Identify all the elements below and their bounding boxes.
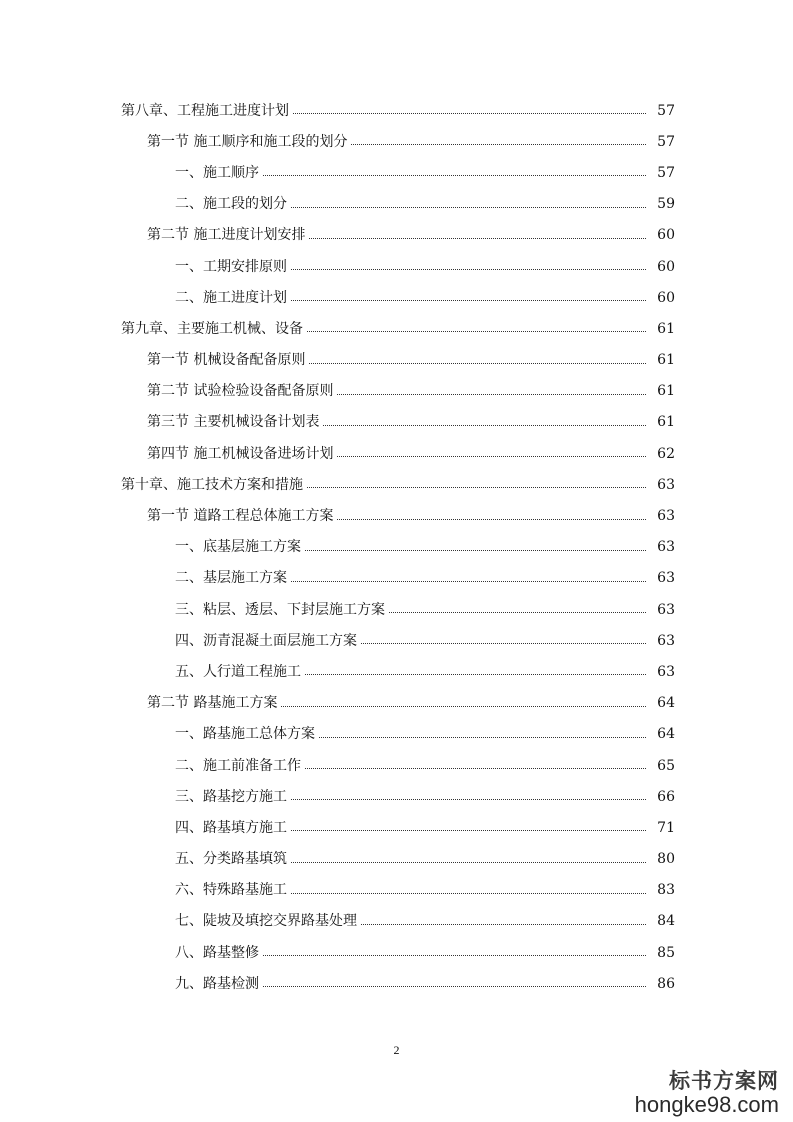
toc-dot-leader	[305, 768, 646, 769]
toc-entry-page: 80	[657, 851, 675, 868]
toc-dot-leader	[291, 207, 646, 208]
toc-entry-label: 第九章、主要施工机械、设备	[121, 320, 303, 337]
toc-chapter-row[interactable]	[0, 95, 793, 126]
toc-entry-page: 63	[657, 601, 675, 618]
toc-dot-leader	[291, 830, 646, 831]
toc-dot-leader	[293, 113, 646, 114]
toc-dot-leader	[319, 737, 646, 738]
toc-section-row[interactable]	[0, 376, 793, 407]
toc-dot-leader	[291, 269, 646, 270]
toc-subsection-row[interactable]	[0, 594, 793, 625]
toc-section-row[interactable]	[0, 688, 793, 719]
toc-entry-label: 七、陡坡及填挖交界路基处理	[175, 913, 357, 930]
watermark-title: 标书方案网	[669, 1069, 779, 1093]
toc-entry-label: 二、施工进度计划	[175, 289, 287, 306]
toc-entry-page: 60	[657, 258, 675, 275]
toc-dot-leader	[337, 394, 646, 395]
toc-entry-page: 57	[657, 133, 675, 150]
toc-entry-page: 57	[657, 164, 675, 181]
toc-section-row[interactable]	[0, 126, 793, 157]
toc-subsection-row[interactable]	[0, 781, 793, 812]
toc-entry-label: 九、路基检测	[175, 975, 259, 992]
toc-entry-label: 第一节 施工顺序和施工段的划分	[147, 133, 348, 150]
toc-entry-page: 60	[657, 289, 675, 306]
toc-entry-label: 一、工期安排原则	[175, 258, 287, 275]
toc-entry-page: 63	[657, 539, 675, 556]
toc-entry-label: 第二节 试验检验设备配备原则	[147, 383, 334, 400]
toc-entry-page: 61	[657, 352, 675, 369]
toc-chapter-row[interactable]	[0, 469, 793, 500]
toc-entry-page: 59	[657, 196, 675, 213]
toc-entry-page: 61	[657, 383, 675, 400]
toc-subsection-row[interactable]	[0, 719, 793, 750]
toc-entry-page: 63	[657, 476, 675, 493]
toc-dot-leader	[309, 238, 646, 239]
toc-entry-label: 八、路基整修	[175, 944, 259, 961]
toc-subsection-row[interactable]	[0, 968, 793, 999]
toc-entry-page: 71	[657, 819, 675, 836]
toc-subsection-row[interactable]	[0, 937, 793, 968]
toc-dot-leader	[361, 924, 646, 925]
toc-section-row[interactable]	[0, 407, 793, 438]
toc-subsection-row[interactable]	[0, 906, 793, 937]
toc-entry-label: 第二节 路基施工方案	[147, 695, 278, 712]
watermark-url: hongke98.com	[634, 1092, 779, 1117]
toc-entry-label: 一、路基施工总体方案	[175, 726, 315, 743]
toc-entry-label: 二、基层施工方案	[175, 570, 287, 587]
toc-dot-leader	[263, 175, 646, 176]
toc-entry-page: 65	[657, 757, 675, 774]
toc-section-row[interactable]	[0, 500, 793, 531]
toc-entry-page: 61	[657, 414, 675, 431]
toc-dot-leader	[307, 487, 646, 488]
page-number: 2	[393, 1043, 400, 1057]
toc-entry-label: 三、粘层、透层、下封层施工方案	[175, 601, 385, 618]
toc-subsection-row[interactable]	[0, 563, 793, 594]
toc-subsection-row[interactable]	[0, 812, 793, 843]
toc-entry-page: 83	[657, 882, 675, 899]
toc-entry-page: 85	[657, 944, 675, 961]
toc-entry-label: 四、沥青混凝土面层施工方案	[175, 632, 357, 649]
toc-entry-label: 四、路基填方施工	[175, 819, 287, 836]
toc-entry-page: 86	[657, 975, 675, 992]
toc-entry-label: 五、人行道工程施工	[175, 663, 301, 680]
toc-entry-page: 64	[657, 695, 675, 712]
toc-subsection-row[interactable]	[0, 844, 793, 875]
table-of-contents	[0, 95, 793, 999]
toc-entry-page: 63	[657, 508, 675, 525]
toc-entry-label: 第三节 主要机械设备计划表	[147, 414, 320, 431]
toc-entry-label: 第一节 机械设备配备原则	[147, 352, 306, 369]
toc-dot-leader	[323, 425, 646, 426]
toc-entry-label: 二、施工前准备工作	[175, 757, 301, 774]
toc-dot-leader	[305, 674, 646, 675]
toc-dot-leader	[291, 799, 646, 800]
toc-subsection-row[interactable]	[0, 189, 793, 220]
toc-entry-label: 五、分类路基填筑	[175, 851, 287, 868]
toc-entry-label: 第十章、施工技术方案和措施	[121, 476, 303, 493]
toc-entry-page: 63	[657, 570, 675, 587]
toc-dot-leader	[309, 363, 646, 364]
toc-dot-leader	[263, 986, 646, 987]
toc-entry-page: 62	[657, 445, 675, 462]
toc-dot-leader	[361, 643, 646, 644]
toc-subsection-row[interactable]	[0, 750, 793, 781]
toc-subsection-row[interactable]	[0, 875, 793, 906]
toc-entry-page: 66	[657, 788, 675, 805]
toc-dot-leader	[389, 612, 646, 613]
toc-dot-leader	[291, 893, 646, 894]
toc-entry-page: 63	[657, 632, 675, 649]
toc-subsection-row[interactable]	[0, 532, 793, 563]
toc-entry-label: 一、底基层施工方案	[175, 539, 301, 556]
watermark	[635, 1069, 779, 1117]
toc-entry-page: 64	[657, 726, 675, 743]
toc-section-row[interactable]	[0, 220, 793, 251]
toc-entry-label: 三、路基挖方施工	[175, 788, 287, 805]
toc-subsection-row[interactable]	[0, 157, 793, 188]
toc-dot-leader	[263, 955, 646, 956]
toc-dot-leader	[291, 862, 646, 863]
toc-entry-label: 第八章、工程施工进度计划	[121, 102, 289, 119]
toc-entry-page: 57	[657, 102, 675, 119]
toc-subsection-row[interactable]	[0, 282, 793, 313]
toc-subsection-row[interactable]	[0, 251, 793, 282]
toc-entry-label: 第二节 施工进度计划安排	[147, 227, 306, 244]
toc-entry-label: 第一节 道路工程总体施工方案	[147, 508, 334, 525]
toc-section-row[interactable]	[0, 345, 793, 376]
toc-chapter-row[interactable]	[0, 313, 793, 344]
toc-entry-label: 第四节 施工机械设备进场计划	[147, 445, 334, 462]
toc-dot-leader	[351, 144, 646, 145]
toc-entry-page: 63	[657, 663, 675, 680]
toc-entry-label: 一、施工顺序	[175, 164, 259, 181]
toc-dot-leader	[291, 581, 646, 582]
toc-section-row[interactable]	[0, 438, 793, 469]
toc-subsection-row[interactable]	[0, 625, 793, 656]
toc-dot-leader	[281, 706, 646, 707]
toc-entry-page: 61	[657, 320, 675, 337]
toc-dot-leader	[291, 300, 646, 301]
toc-dot-leader	[307, 331, 646, 332]
toc-subsection-row[interactable]	[0, 656, 793, 687]
toc-dot-leader	[337, 456, 646, 457]
toc-dot-leader	[337, 519, 646, 520]
toc-entry-page: 60	[657, 227, 675, 244]
toc-dot-leader	[305, 550, 646, 551]
toc-entry-label: 六、特殊路基施工	[175, 882, 287, 899]
toc-entry-label: 二、施工段的划分	[175, 196, 287, 213]
toc-entry-page: 84	[657, 913, 675, 930]
